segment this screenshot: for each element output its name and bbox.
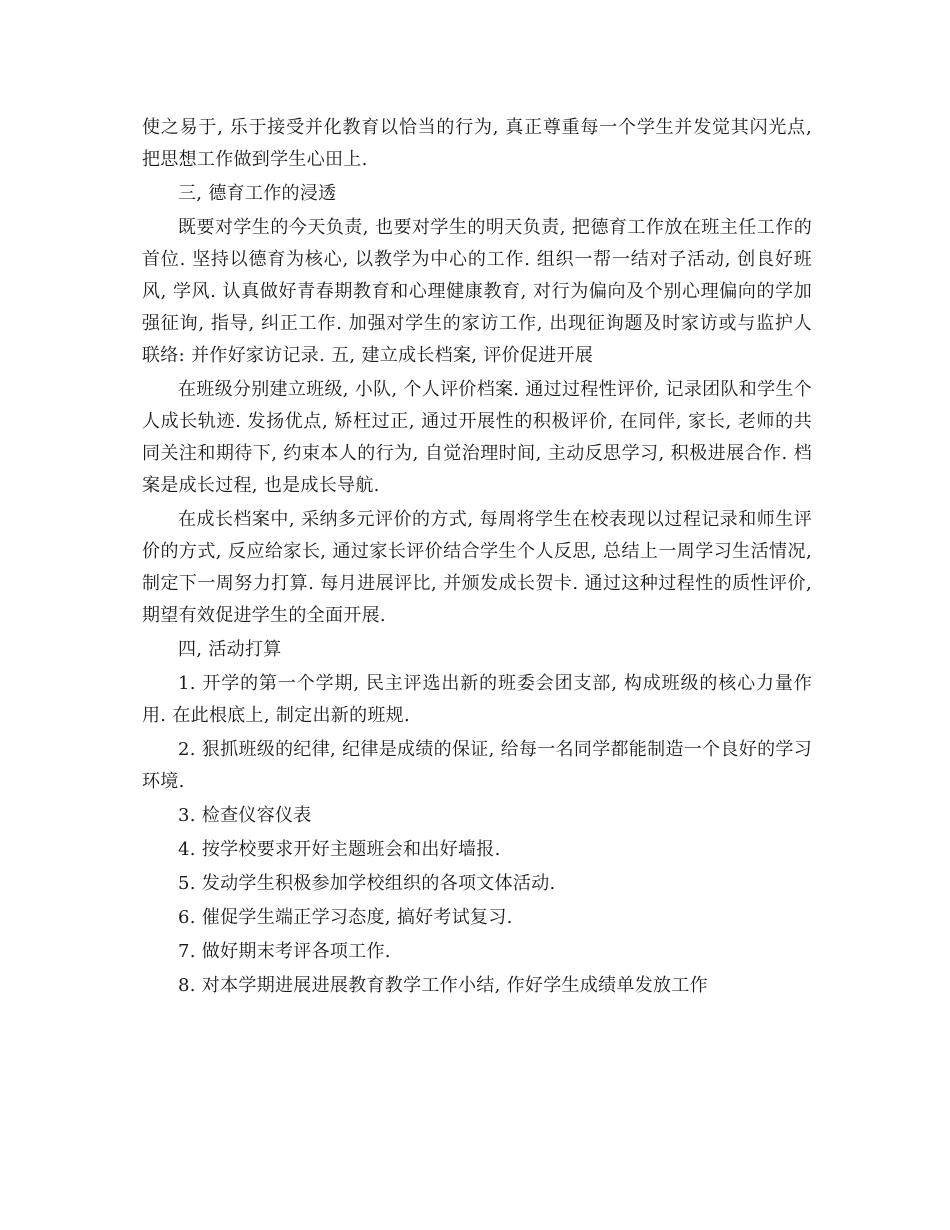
section-heading-3: 三, 德育工作的浸透 xyxy=(178,183,337,204)
section-heading-4: 四, 活动打算 xyxy=(178,639,282,660)
list-item-4: 4. 按学校要求开好主题班会和出好墙报. xyxy=(178,839,501,860)
list-item-2: 2. 狠抓班级的纪律, 纪律是成绩的保证, 给每一名同学都能制造一个良好的学习环境. xyxy=(142,739,812,792)
list-item-7: 7. 做好期末考评各项工作. xyxy=(178,941,391,962)
paragraph-3: 在班级分别建立班级, 小队, 个人评价档案. 通过过程性评价, 记录团队和学生个人成长轨迹. 发扬优点, 矫枉过正, 通过开展性的积极评价, 在同伴, 家长, 老师的共同关注和期待下, 约束本人的行为, 自觉治理时间, 主动反思学习, 积极进展合作. 档案是成长过程, 也是成长导航. xyxy=(142,379,812,496)
list-item-5: 5. 发动学生积极参加学校组织的各项文体活动. xyxy=(178,873,556,894)
paragraph-4: 在成长档案中, 采纳多元评价的方式, 每周将学生在校表现以过程记录和师生评价的方式, 反应给家长, 通过家长评价结合学生个人反思, 总结上一周学习生活情况, 制定下一周努力打算. 每月进展评比, 并颁发成长贺卡. 通过这种过程性的质性评价, 期望有效促进学生的全面开展. xyxy=(142,509,812,626)
list-item-3: 3. 检查仪容仪表 xyxy=(178,805,312,826)
document-body xyxy=(142,112,812,1004)
list-item-8: 8. 对本学期进展进展教育教学工作小结, 作好学生成绩单发放工作 xyxy=(178,975,708,996)
paragraph-2: 既要对学生的今天负责, 也要对学生的明天负责, 把德育工作放在班主任工作的首位. 坚持以德育为核心, 以教学为中心的工作. 组织一帮一结对子活动, 创良好班风, 学风. 认真做好青春期教育和心理健康教育, 对行为偏向及个别心理偏向的学加强征询, 指导, 纠正工作. 加强对学生的家访工作, 出现征询题及时家访或与监护人联络: 并作好家访记录. 五, 建立成长档案, 评价促进开展 xyxy=(142,217,812,366)
list-item-6: 6. 催促学生端正学习态度, 搞好考试复习. xyxy=(178,907,513,928)
list-item-1: 1. 开学的第一个学期, 民主评选出新的班委会团支部, 构成班级的核心力量作用. 在此根底上, 制定出新的班规. xyxy=(142,673,812,726)
paragraph-1: 使之易于, 乐于接受并化教育以恰当的行为, 真正尊重每一个学生并发觉其闪光点, 把思想工作做到学生心田上. xyxy=(142,117,812,170)
